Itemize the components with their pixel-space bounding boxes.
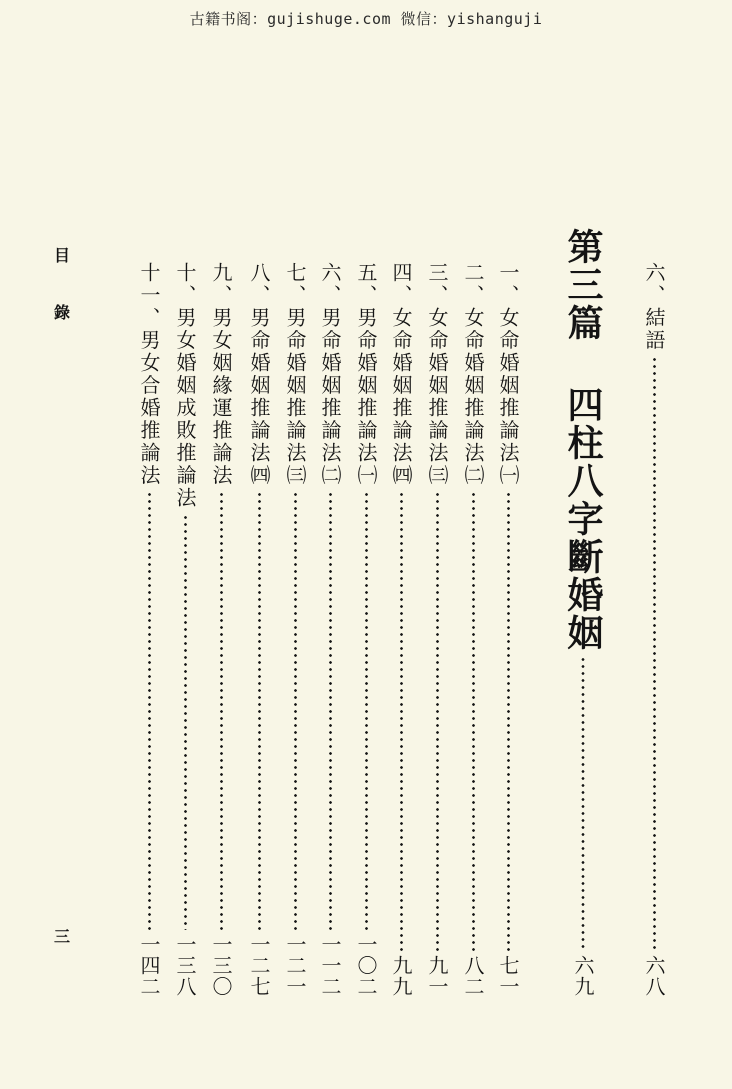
entry-title: 一、女命婚姻推論法㈠ (496, 262, 520, 487)
toc-entry[interactable] (208, 262, 234, 997)
dot-leader (400, 491, 403, 951)
entry-title: 八、男命婚姻推論法㈣ (247, 262, 271, 487)
page-number: 三 (53, 927, 70, 946)
entry-page: 一二一 (283, 934, 307, 997)
entry-title: 四、女命婚姻推論法㈣ (389, 262, 413, 487)
toc-entry[interactable] (172, 262, 198, 997)
chapter-page: 六九 (571, 955, 595, 997)
section-label-lu: 錄 (53, 303, 70, 322)
entry-title: 六、結語 (642, 262, 666, 352)
entry-page: 九九 (389, 955, 413, 997)
watermark-text: 古籍书阁：gujishuge.com 微信：yishanguji (189, 10, 543, 28)
entry-page: 九一 (425, 955, 449, 997)
entry-title: 九、男女姻緣運推論法 (209, 262, 233, 487)
entry-page: 一四二 (137, 934, 161, 997)
chapter-title: 第三篇 四柱八字斷婚姻 (562, 228, 604, 652)
entry-page: 八二 (461, 955, 485, 997)
dot-leader (294, 491, 297, 930)
chapter-heading[interactable] (563, 228, 603, 997)
entry-title: 三、女命婚姻推論法㈢ (425, 262, 449, 487)
entry-page: 一三八 (173, 934, 197, 997)
entry-page: 六八 (642, 955, 666, 997)
toc-entry[interactable] (282, 262, 308, 997)
entry-title: 六、男命婚姻推論法㈡ (318, 262, 342, 487)
dot-leader (220, 491, 223, 930)
toc-entry[interactable] (388, 262, 414, 997)
entry-title: 十、男女婚姻成敗推論法 (173, 262, 197, 510)
dot-leader (653, 356, 656, 951)
entry-page: 一三〇 (209, 934, 233, 997)
entry-title: 七、男命婚姻推論法㈢ (283, 262, 307, 487)
dot-leader (184, 514, 187, 931)
dot-leader (581, 656, 585, 951)
toc-entry-prev[interactable] (641, 262, 667, 997)
entry-page: 一〇二 (354, 934, 378, 997)
toc-entry[interactable] (246, 262, 272, 997)
section-label-mu: 目 (53, 246, 70, 265)
toc-entry[interactable] (424, 262, 450, 997)
dot-leader (258, 491, 261, 930)
dot-leader (472, 491, 475, 951)
toc-entry[interactable] (317, 262, 343, 997)
dot-leader (436, 491, 439, 951)
dot-leader (148, 491, 151, 930)
dot-leader (507, 491, 510, 951)
entry-page: 一一二 (318, 934, 342, 997)
entry-page: 一二七 (247, 934, 271, 997)
toc-entry[interactable] (136, 262, 162, 997)
entry-title: 二、女命婚姻推論法㈡ (461, 262, 485, 487)
dot-leader (329, 491, 332, 930)
toc-entry[interactable] (460, 262, 486, 997)
toc-entry[interactable] (353, 262, 379, 997)
entry-title: 十一、男女合婚推論法 (137, 262, 161, 487)
dot-leader (365, 491, 368, 930)
toc-entry[interactable] (495, 262, 521, 997)
entry-page: 七一 (496, 955, 520, 997)
entry-title: 五、男命婚姻推論法㈠ (354, 262, 378, 487)
